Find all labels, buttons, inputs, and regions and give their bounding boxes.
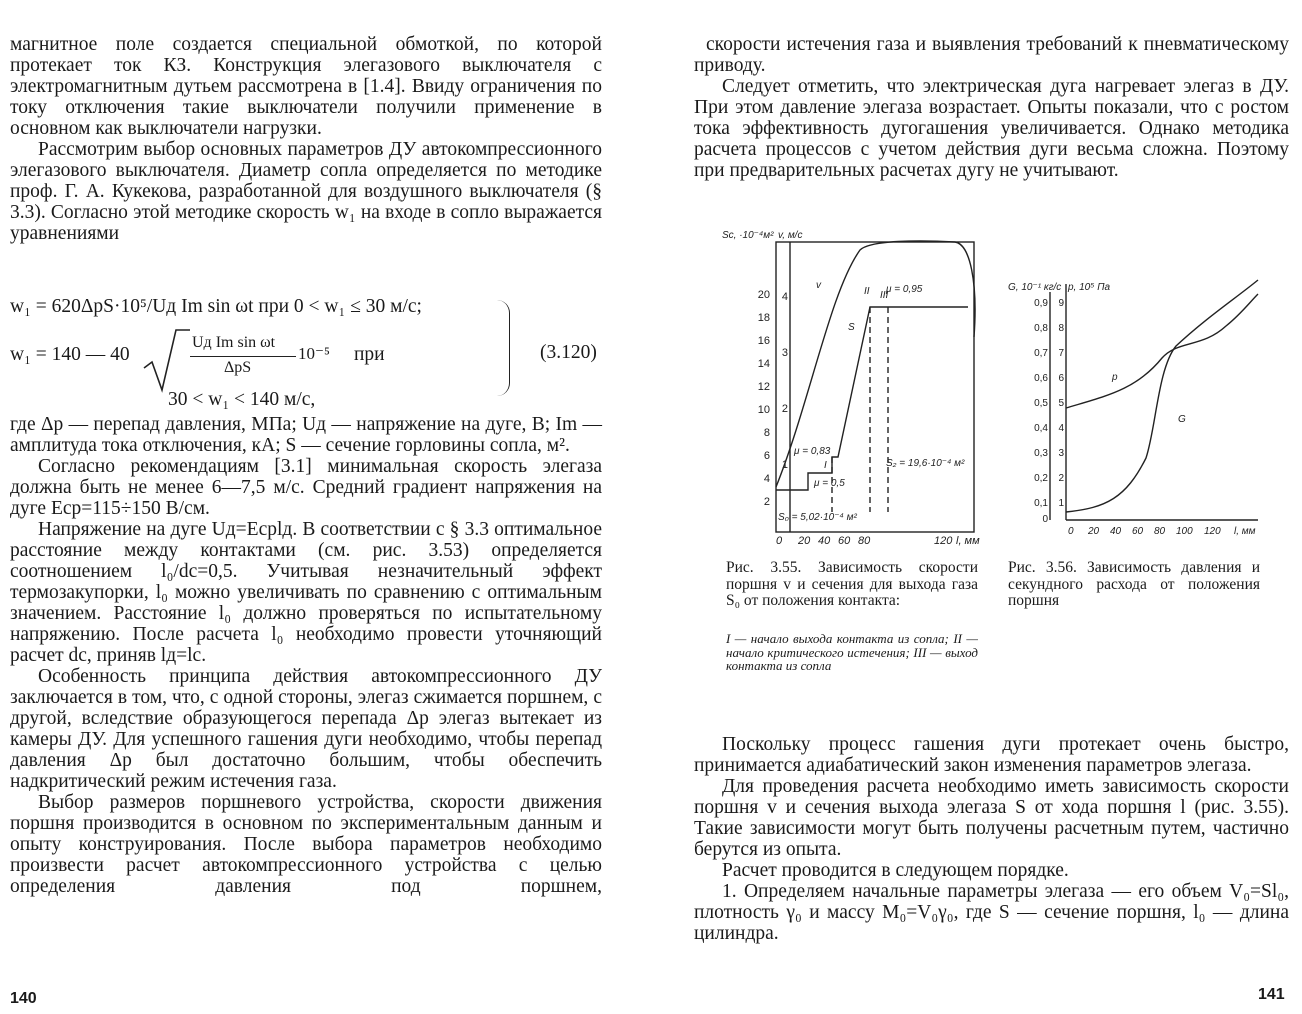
figure-3-55 xyxy=(720,222,1010,552)
y1-tick-18: 18 xyxy=(757,312,770,324)
curve-p xyxy=(1066,294,1258,408)
x-tick-120: 120 xyxy=(934,535,953,547)
x356-tick-120: 120 xyxy=(1204,526,1221,537)
x356-tick-60: 60 xyxy=(1132,526,1144,537)
equation-line-2-lhs: w₁ = 140 — 40 xyxy=(10,344,130,365)
mu-095: μ = 0,95 xyxy=(886,284,923,295)
y1-tick-6: 6 xyxy=(763,450,770,462)
s2-label: S₂ = 19,6·10⁻⁴ м² xyxy=(886,458,965,469)
g-tick-08: 0,8 xyxy=(1034,323,1048,334)
condition-word: при xyxy=(354,344,385,365)
right-paragraph-4: Для проведения расчета необходимо иметь зависимость скорости поршня v и сечения выхода элегаза S от хода поршня l (рис. 3.55). Такие зависимости могут быть получены расчетным путем, частично берутся из опыта. xyxy=(694,776,1289,860)
y2-tick-2: 2 xyxy=(781,403,788,415)
y2-tick-1: 1 xyxy=(781,459,788,471)
left-paragraph-4: Согласно рекомендациям [3.1] минимальная скорость элегаза должна быть не менее 6—7,5 м/с. Средний градиент напряжения на дуге Eср=115÷150 В/см. xyxy=(10,456,602,519)
left-paragraph-2: Рассмотрим выбор основных параметров ДУ автокомпрессионного элегазового выключателя. Диаметр сопла определяется по методике проф. Г. А. Кукекова, разработанной для воздушного выключателя (§ 3.3). Согласно этой методике скорость w₁ на входе в сопло выражается уравнениями xyxy=(10,139,602,244)
figure-3-56 xyxy=(1006,278,1270,542)
p-tick-5: 5 xyxy=(1058,398,1064,409)
g-tick-06: 0,6 xyxy=(1034,373,1048,384)
mu-083: μ = 0,83 xyxy=(794,446,831,457)
left-paragraph-3: где Δp — перепад давления, МПа; Uд — напряжение на дуге, В; Im — амплитуда тока отключения, кА; S — сечение горловины сопла, м². xyxy=(10,414,602,456)
x356-axis-label: l, мм xyxy=(1234,526,1256,537)
curve-p-label: p xyxy=(1112,372,1118,383)
left-paragraph-7: Выбор размеров поршневого устройства, скорости движения поршня производится в основном по экспериментальным данным и опыту конструирования. После выбора параметров необходимо произвести расчет автокомпрессионного устройства с целью определения давления под поршнем, xyxy=(10,792,602,897)
curve-g-label: G xyxy=(1178,414,1186,425)
left-page xyxy=(0,0,640,1014)
y2-tick-4: 4 xyxy=(781,291,788,303)
p-tick-2: 2 xyxy=(1058,473,1064,484)
x356-tick-0: 0 xyxy=(1068,526,1074,537)
curve-v-label: v xyxy=(816,280,821,291)
g-tick-04: 0,4 xyxy=(1034,423,1048,434)
g-tick-0: 0 xyxy=(1042,514,1048,525)
page-number-right: 141 xyxy=(1258,986,1285,1003)
left-text-bottom xyxy=(10,414,602,897)
right-text-bottom xyxy=(694,734,1289,944)
fraction-bar xyxy=(190,356,296,357)
equation-line-1: w₁ = 620ΔpS·10⁵/Uд Im sin ωt при 0 < w₁ ≤ 30 м/с; xyxy=(10,296,422,317)
roman-III: III xyxy=(880,290,889,301)
g-tick-01: 0,1 xyxy=(1034,498,1048,509)
left-paragraph-5: Напряжение на дуге Uд=Eсрlд. В соответствии с § 3.3 оптимальное расстояние между контактами (см. рис. 3.53) определяется соотношением l₀/dc=0,5. Учитывая незначительный эффект термозакупорки, l₀ можно увеличивать по сравнению с оптимальным значением. Расстояние l₀ должно проверяться по испытательному напряжению. После расчета l₀ необходимо провести уточняющий расчет dc, приняв lд=lc. xyxy=(10,519,602,666)
p-tick-4: 4 xyxy=(1058,423,1064,434)
p-tick-3: 3 xyxy=(1058,448,1064,459)
equation-number: (3.120) xyxy=(540,342,597,363)
roman-II: II xyxy=(864,286,870,297)
left-paragraph-6: Особенность принципа действия автокомпрессионного ДУ заключается в том, что, с одной стороны, элегаз сжимается поршнем, с другой, вследствие образующегося перепада Δp элегаз вытекает из камеры ДУ. Для успешного гашения дуги необходимо, чтобы перепад давления Δp был достаточно большим, чтобы обеспечить надкритический режим истечения газа. xyxy=(10,666,602,792)
right-paragraph-2: Следует отметить, что электрическая дуга нагревает элегаз в ДУ. При этом давление элегаза возрастает. Опыты показали, что с ростом тока эффективность дугогашения увеличивается. Однако методика расчета процессов с учетом действия дуги весьма сложна. Поэтому при предварительных расчетах дугу не учитывают. xyxy=(694,76,1289,181)
sqrt-sign xyxy=(140,326,190,394)
y1-axis-label: Sc, ·10⁻⁴м² xyxy=(722,230,774,241)
p-tick-7: 7 xyxy=(1058,348,1064,359)
y1-tick-16: 16 xyxy=(757,335,770,347)
y1-tick-20: 20 xyxy=(757,289,770,301)
y1-tick-4: 4 xyxy=(763,473,770,485)
x-tick-60: 60 xyxy=(838,535,851,547)
p-axis-label: p, 10⁵ Па xyxy=(1068,282,1111,293)
p-tick-9: 9 xyxy=(1058,298,1064,309)
plot-frame xyxy=(776,242,974,532)
sqrt-denominator: ΔpS xyxy=(224,359,252,376)
x-tick-40: 40 xyxy=(818,535,831,547)
g-axis-label: G, 10⁻¹ кг/с xyxy=(1008,282,1062,293)
g-tick-05: 0,5 xyxy=(1034,398,1048,409)
figure-3-55-caption: Рис. 3.55. Зависимость скорости поршня v и сечения для выхода газа S₀ от положения контакта: xyxy=(726,559,978,609)
x356-tick-100: 100 xyxy=(1176,526,1193,537)
y1-tick-12: 12 xyxy=(757,381,770,393)
y2-tick-3: 3 xyxy=(781,347,788,359)
left-paragraph-1: магнитное поле создается специальной обмоткой, по которой протекает ток КЗ. Конструкция элегазового выключателя с электромагнитным дутьем рассмотрена в [1.4]. Ввиду ограничения по току отключения такие выключатели получили применение в основном как выключатели нагрузки. xyxy=(10,34,602,139)
g-tick-09: 0,9 xyxy=(1034,298,1048,309)
g-tick-07: 0,7 xyxy=(1034,348,1048,359)
roman-I: I xyxy=(824,460,827,471)
mu-05: μ = 0,5 xyxy=(814,478,845,489)
equation-line-3: 30 < w₁ < 140 м/с, xyxy=(168,389,316,410)
y1-tick-2: 2 xyxy=(763,496,770,508)
x-tick-20: 20 xyxy=(798,535,811,547)
right-page xyxy=(660,0,1302,1014)
right-paragraph-1: скорости истечения газа и выявления требований к пневматическому приводу. xyxy=(694,34,1289,76)
p-tick-1: 1 xyxy=(1058,498,1064,509)
x-tick-0: 0 xyxy=(776,535,783,547)
right-paragraph-6: 1. Определяем начальные параметры элегаза — его объем V₀=Sl₀, плотность γ₀ и массу M₀=V₀γ₀, где S — сечение поршня, l₀ — длина цилиндра. xyxy=(694,881,1289,944)
right-paragraph-5: Расчет проводится в следующем порядке. xyxy=(722,860,1069,881)
right-paragraph-3: Поскольку процесс гашения дуги протекает очень быстро, принимается адиабатический закон изменения параметров элегаза. xyxy=(694,734,1289,776)
x356-tick-20: 20 xyxy=(1088,526,1100,537)
right-text-top xyxy=(694,34,1289,181)
p-tick-8: 8 xyxy=(1058,323,1064,334)
g-tick-02: 0,2 xyxy=(1034,473,1048,484)
x356-tick-80: 80 xyxy=(1154,526,1166,537)
power-factor: 10⁻⁵ xyxy=(298,344,330,363)
s0-label: S₀ = 5,02·10⁻⁴ м² xyxy=(778,512,857,523)
x-axis-label: l, мм xyxy=(956,535,980,547)
curve-g xyxy=(1066,280,1258,512)
y1-tick-10: 10 xyxy=(757,404,770,416)
x-tick-80: 80 xyxy=(858,535,871,547)
g-tick-03: 0,3 xyxy=(1034,448,1048,459)
left-text-top xyxy=(10,34,602,244)
y1-tick-8: 8 xyxy=(763,427,770,439)
figure-3-55-legend: I — начало выхода контакта из сопла; II — начало критического истечения; III — выход контакта из сопла xyxy=(726,631,978,673)
equation-brace xyxy=(497,300,510,396)
p-tick-6: 6 xyxy=(1058,373,1064,384)
figure-3-56-caption: Рис. 3.56. Зависимость давления и секундного расхода от положения поршня xyxy=(1008,559,1260,609)
curve-s-label: S xyxy=(848,322,855,333)
x356-tick-40: 40 xyxy=(1110,526,1122,537)
y1-tick-14: 14 xyxy=(757,358,770,370)
y2-axis-label: v, м/с xyxy=(778,230,803,241)
page-number-left: 140 xyxy=(10,990,37,1007)
sqrt-numerator: Uд Im sin ωt xyxy=(192,334,276,351)
